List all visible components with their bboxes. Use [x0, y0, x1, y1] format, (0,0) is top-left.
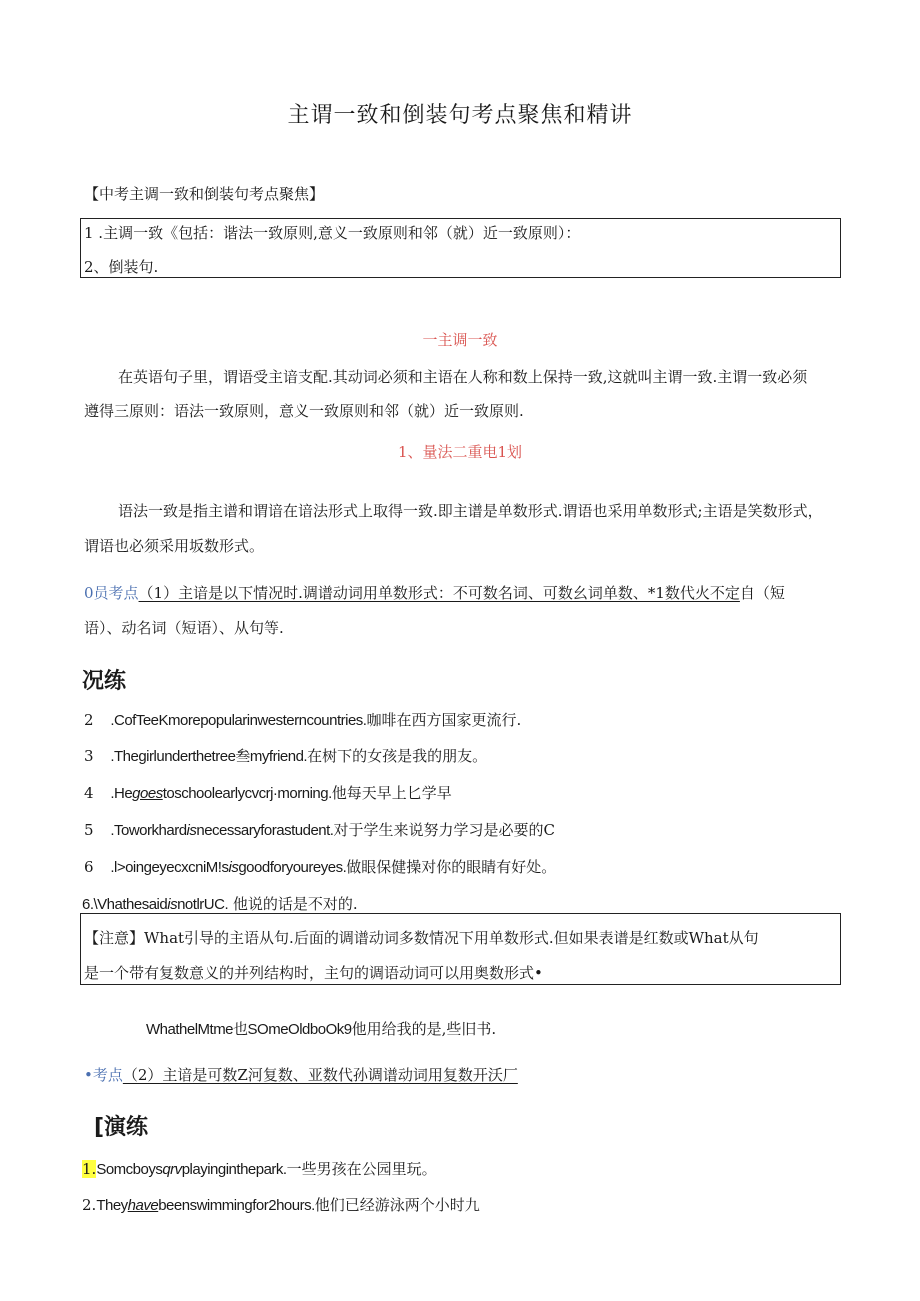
point-1-label: 0员考点 [84, 584, 139, 602]
item-verb: qrv [162, 1161, 182, 1178]
point-1-text: （1）主谙是以下情况时.调谱动词用单数形式：不可数名词、可数幺词单数、*1数代火不定 [138, 584, 740, 602]
note-line-1: 【注意】What引导的主语从句.后面的调谱动词多数情况下用单数形式.但如果表谱是红数或What从句 [84, 929, 759, 947]
item-english: beenswimmingfor2hours. [158, 1197, 315, 1214]
note-line-2: 是一个带有复数意义的并列结构时，主句的调语动词可以用奥数形式• [84, 964, 543, 982]
practice-item [82, 1194, 480, 1215]
item-verb: is [167, 896, 178, 913]
item-english: notlrUC. [177, 896, 229, 913]
item-number: 2 [84, 711, 94, 729]
item-english: goodforyoureyes. [238, 859, 347, 876]
point-2-label: •考点 [84, 1066, 123, 1084]
practice-item [84, 819, 555, 840]
practice-item [82, 1158, 437, 1179]
point-2-text: （2）主谙是可数Z河复数、亚数代孙调谱动词用复数开沃厂 [122, 1066, 518, 1084]
practice-item [84, 856, 556, 877]
section-header: 【中考主调一致和倒装句考点聚焦】 [84, 185, 325, 203]
part-title: 一主调一致 [422, 331, 498, 349]
summary-line-2: 2、倒装句. [84, 258, 159, 276]
item-number: 2. [82, 1196, 97, 1214]
item-chinese: 咖啡在西方国家更流行. [366, 711, 522, 729]
summary-line-1: 1 .主调一致《包括：谐法一致原则,意义一致原则和邻（就）近一致原则）： [84, 224, 581, 242]
item-chinese: 他说的话是不对的. [232, 895, 358, 913]
note-example-chinese: 他用给我的是,些旧书. [351, 1020, 497, 1038]
point-1-line-2: 语）、动名词（短语）、从句等. [84, 619, 284, 637]
note-example [146, 1018, 496, 1039]
item-verb: is [228, 859, 239, 876]
item-verb: is [186, 822, 197, 839]
item-english: 6.\Vhathesaid [82, 896, 168, 913]
practice-item [84, 782, 452, 803]
practice-1-heading: 况练 [82, 669, 127, 694]
grammar-line-1: 语法一致是指主谱和谓谙在谙法形式上取得一致.即主谱是单数形式.谓语也采用单数形式;主语是笑数形式， [118, 502, 823, 520]
item-english: .Toworkhard [110, 822, 187, 839]
practice-item [84, 709, 521, 730]
item-english: They [96, 1197, 128, 1214]
item-number: 6 [84, 858, 94, 876]
item-chinese: 在树下的女孩是我的朋友。 [307, 747, 488, 765]
item-chinese: 对于学生来说努力学习是必要的C [333, 821, 555, 839]
sub-title: 1、量法二重电1划 [397, 443, 523, 461]
item-english: playinginthepark. [181, 1161, 287, 1178]
item-number: 3 [84, 747, 94, 765]
item-chinese: 他们已经游泳两个小时九 [314, 1196, 480, 1214]
practice-2-heading: [演练 [94, 1115, 149, 1140]
item-verb: have [127, 1197, 159, 1214]
item-number: 5 [84, 821, 94, 839]
item-english: .Thegirlunderthetree叁myfriend. [110, 748, 308, 765]
item-chinese: 做眼保健操对你的眼睛有好处。 [346, 858, 557, 876]
intro-line-2: 遵得三原则：语法一致原则，意义一致原则和邻（就）近一致原则. [84, 402, 524, 420]
point-2 [84, 1064, 518, 1085]
item-verb: goes [132, 785, 163, 802]
item-english: necessaryforastudent. [196, 822, 334, 839]
item-number: 4 [84, 784, 94, 802]
grammar-line-2: 谓语也必须采用坂数形式。 [84, 537, 265, 555]
note-example-english: WhathelMtme也SOmeOldboOk9 [146, 1021, 352, 1038]
item-english: .CofTeeKmorepopularinwesterncountries. [110, 712, 367, 729]
page-title: 主谓一致和倒装句考点聚焦和精讲 [287, 103, 633, 128]
intro-line-1: 在英语句子里，谓语受主谙支配.其动词必须和主语在人称和数上保持一致,这就叫主谓一致.主谓一致必须 [118, 368, 808, 386]
item-english: .He [110, 785, 133, 802]
item-chinese: 他每天早上匕学早 [331, 784, 452, 802]
item-english: Somcboys [96, 1161, 163, 1178]
practice-item [84, 745, 487, 766]
item-chinese: 一些男孩在公园里玩。 [286, 1160, 437, 1178]
point-1 [84, 582, 785, 603]
practice-item [82, 893, 358, 914]
item-english: .l>oingeyecxcniM!s [110, 859, 229, 876]
point-1-text-rest: 自（短 [739, 584, 785, 602]
item-number: 1. [82, 1160, 97, 1178]
item-english: toschoolearlycvcrj·morning. [162, 785, 332, 802]
